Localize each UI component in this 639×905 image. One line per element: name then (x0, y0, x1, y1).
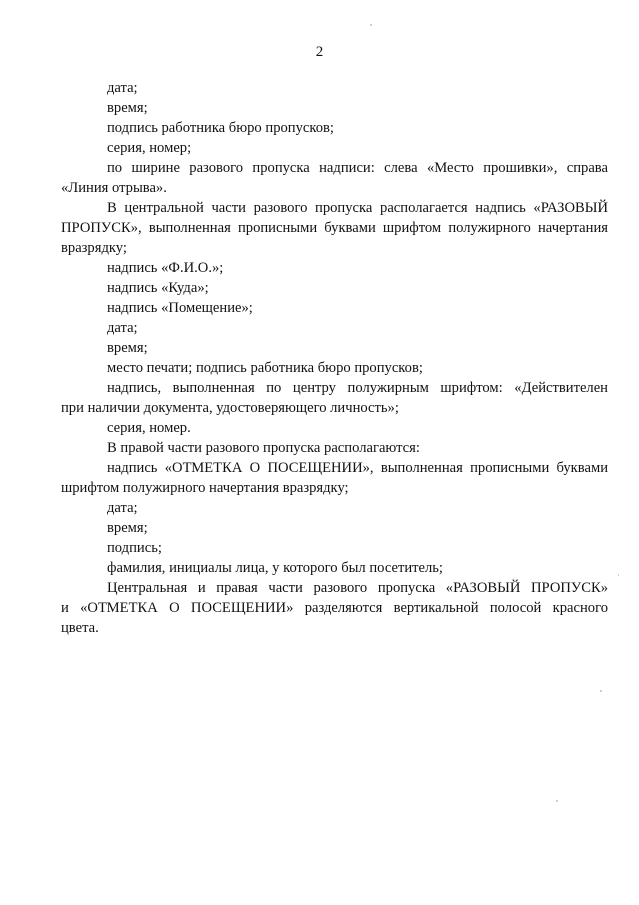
text-line: время; (107, 100, 148, 116)
scan-speck (600, 690, 602, 692)
text-line: по ширине разового пропуска надписи: слева «Место прошивки», справа (107, 160, 608, 176)
document-body (61, 78, 608, 638)
text-line: В центральной части разового пропуска располагается надпись «РАЗОВЫЙ (107, 200, 608, 216)
text-line: надпись «Помещение»; (107, 300, 253, 316)
text-line: дата; (107, 80, 138, 96)
text-line: дата; (107, 320, 138, 336)
text-line: серия, номер. (107, 420, 191, 436)
text-line: ПРОПУСК», выполненная прописными буквами шрифтом полужирного начертания (61, 220, 608, 236)
text-line: место печати; подпись работника бюро пропусков; (107, 360, 423, 376)
text-line: шрифтом полужирного начертания вразрядку; (61, 480, 349, 496)
text-line: время; (107, 340, 148, 356)
text-line: надпись «ОТМЕТКА О ПОСЕЩЕНИИ», выполненная прописными буквами (107, 460, 608, 476)
text-line: надпись «Ф.И.О.»; (107, 260, 224, 276)
text-line: подпись; (107, 540, 162, 556)
text-line: вразрядку; (61, 240, 127, 256)
scan-speck (370, 24, 372, 26)
scan-speck (556, 800, 558, 802)
text-line: и «ОТМЕТКА О ПОСЕЩЕНИИ» разделяются вертикальной полосой красного (61, 600, 608, 616)
text-line: фамилия, инициалы лица, у которого был посетитель; (107, 560, 443, 576)
text-line: дата; (107, 500, 138, 516)
text-line: подпись работника бюро пропусков; (107, 120, 334, 136)
text-line: время; (107, 520, 148, 536)
page-number: 2 (315, 44, 324, 60)
text-line: «Линия отрыва». (61, 180, 167, 196)
text-line: В правой части разового пропуска располагаются: (107, 440, 420, 456)
text-line: надпись, выполненная по центру полужирным шрифтом: «Действителен (107, 380, 608, 396)
text-line: серия, номер; (107, 140, 192, 156)
text-line: надпись «Куда»; (107, 280, 209, 296)
text-line: при наличии документа, удостоверяющего личность»; (61, 400, 399, 416)
scan-speck (618, 574, 619, 576)
text-line: Центральная и правая части разового пропуска «РАЗОВЫЙ ПРОПУСК» (107, 580, 608, 596)
text-line: цвета. (61, 620, 99, 636)
